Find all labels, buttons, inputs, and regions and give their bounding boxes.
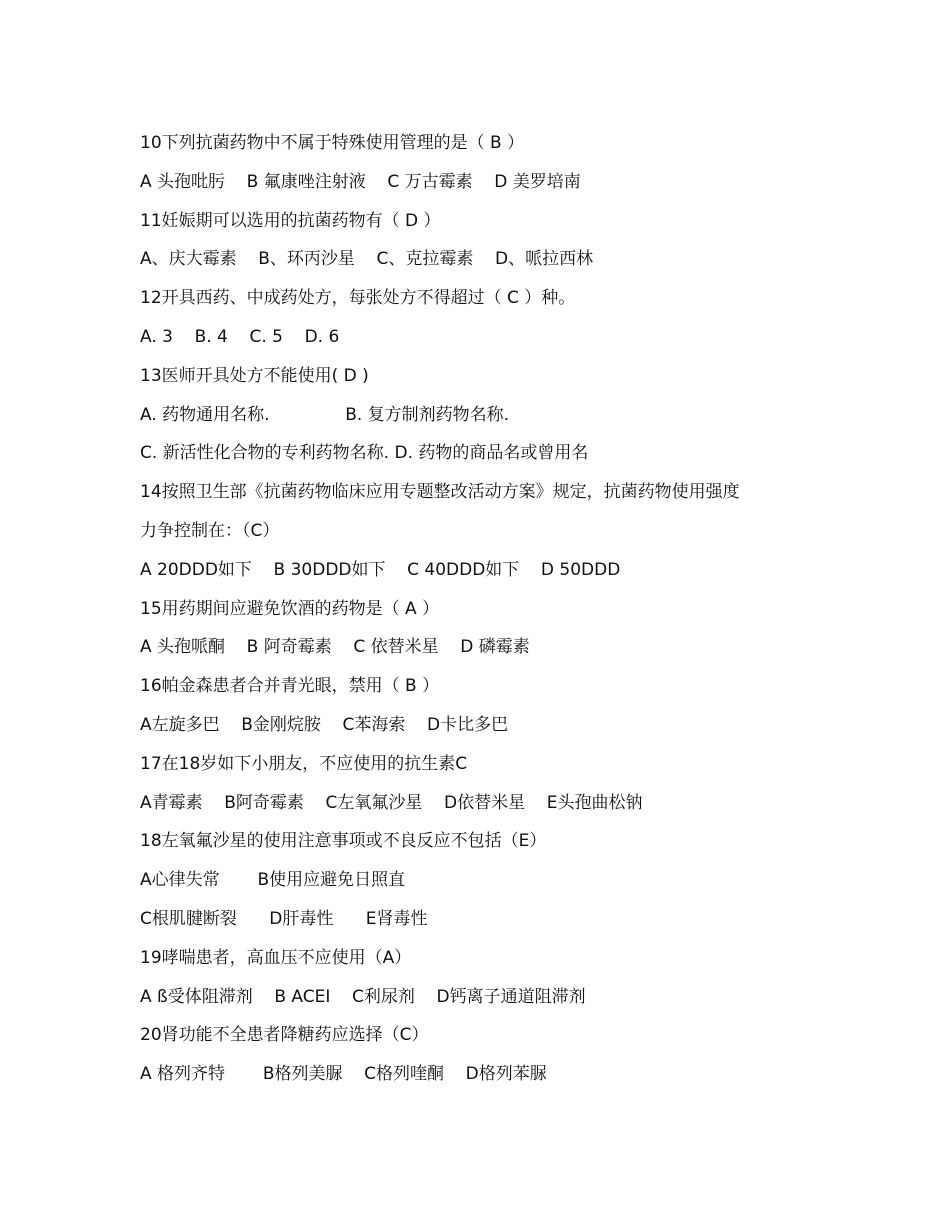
question-17-options: A青霉素 B阿奇霉素 C左氧氟沙星 D依替米星 E头孢曲松钠: [140, 792, 643, 813]
question-10-options: A 头孢吡肟 B 氟康唑注射液 C 万古霉素 D 美罗培南: [140, 171, 581, 192]
question-20-options: A 格列齐特 B格列美脲 C格列喹酮 D格列苯脲: [140, 1064, 547, 1085]
question-15: 15用药期间应避免饮酒的药物是（ A ）: [140, 598, 440, 619]
question-16-options: A左旋多巴 B金刚烷胺 C苯海索 D卡比多巴: [140, 714, 509, 735]
question-19: 19哮喘患者，高血压不应使用（A）: [140, 947, 412, 968]
question-13-options-cd: C. 新活性化合物的专利药物名称. D. 药物的商品名或曾用名: [140, 443, 589, 464]
question-12-options: A. 3 B. 4 C. 5 D. 6: [140, 326, 340, 347]
question-10: 10下列抗菌药物中不属于特殊使用管理的是（ B ）: [140, 133, 525, 153]
question-15-options: A 头孢哌酮 B 阿奇霉素 C 依替米星 D 磷霉素: [140, 637, 530, 658]
question-13-options-ab: A. 药物通用名称. B. 复方制剂药物名称.: [140, 404, 510, 425]
question-18-options-cde: C根肌腱断裂 D肝毒性 E肾毒性: [140, 908, 428, 929]
question-18: 18左氧氟沙星的使用注意事项或不良反应不包括（E）: [140, 831, 547, 852]
question-14-continued: 力争控制在：（C）: [140, 520, 280, 541]
question-17: 17在18岁如下小朋友，不应使用的抗生素C: [140, 753, 468, 774]
question-18-options-ab: A心律失常 B使用应避免日照直: [140, 870, 406, 891]
question-12: 12开具西药、中成药处方，每张处方不得超过（ C ）种。: [140, 288, 576, 309]
question-14: 14按照卫生部《抗菌药物临床应用专题整改活动方案》规定，抗菌药物使用强度: [140, 482, 740, 503]
question-14-options: A 20DDD如下 B 30DDD如下 C 40DDD如下 D 50DDD: [140, 559, 621, 580]
question-11-options: A、庆大霉素 B、环丙沙星 C、克拉霉素 D、哌拉西林: [140, 249, 594, 270]
document-page: [140, 124, 840, 1094]
question-19-options: A ß受体阻滞剂 B ACEI C利尿剂 D钙离子通道阻滞剂: [140, 986, 586, 1007]
question-11: 11妊娠期可以选用的抗菌药物有（ D ）: [140, 210, 441, 231]
question-16: 16帕金森患者合并青光眼，禁用（ B ）: [140, 676, 440, 697]
question-20: 20肾功能不全患者降糖药应选择（C）: [140, 1025, 429, 1046]
question-13: 13医师开具处方不能使用( D ): [140, 365, 369, 386]
